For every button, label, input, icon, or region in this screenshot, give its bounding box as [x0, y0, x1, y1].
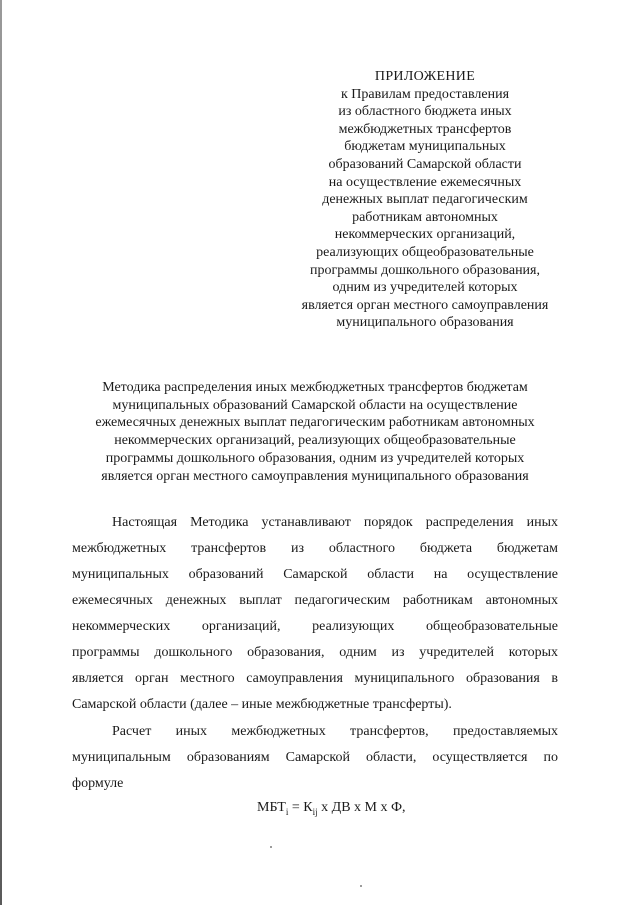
formula-coefficient: К [303, 800, 313, 815]
appendix-line: муниципального образования [336, 315, 514, 331]
appendix-line: бюджетам муниципальных [344, 139, 506, 155]
methodology-title-line: муниципальных образований Самарской области на осуществление [112, 397, 518, 413]
methodology-title-line: программы дошкольного образования, одним из учредителей которых [105, 450, 525, 466]
paragraph-line: программы дошкольного образования, одним из учредителей которых [72, 645, 558, 660]
formula [257, 800, 406, 817]
appendix-block [290, 68, 560, 332]
methodology-title-line: является орган местного самоуправления муниципального образования [101, 468, 529, 484]
appendix-line: одним из учредителей которых [332, 280, 518, 296]
paragraph-line: муниципальных образований Самарской области на осуществление [72, 567, 558, 582]
appendix-line: межбюджетных трансфертов [338, 121, 512, 137]
appendix-heading: ПРИЛОЖЕНИЕ [374, 69, 476, 84]
appendix-line: является орган местного самоуправления [301, 297, 549, 313]
paragraph-line: Самарской области (далее – иные межбюджетные трансферты). [72, 697, 452, 712]
paragraph-line: ежемесячных денежных выплат педагогическим работникам автономных [72, 593, 558, 608]
paragraph-scope [72, 510, 558, 718]
methodology-title-line: Методика распределения иных межбюджетных трансфертов бюджетам [102, 380, 528, 395]
formula-lhs-subscript: i [285, 806, 289, 817]
methodology-title-line: ежемесячных денежных выплат педагогическим работникам автономных [95, 415, 535, 431]
appendix-line: на осуществление ежемесячных [328, 174, 522, 190]
formula-rhs: х ДВ х М х Ф, [317, 800, 406, 815]
formula-coefficient-subscript: ij [312, 806, 318, 817]
appendix-line: из областного бюджета иных [338, 104, 512, 120]
scan-speck [360, 885, 362, 887]
paragraph-line: является орган местного самоуправления муниципального образования в [72, 671, 558, 686]
scan-speck [270, 846, 272, 848]
appendix-line: к Правилам предоставления [340, 86, 510, 102]
appendix-line: образований Самарской области [328, 156, 522, 172]
methodology-title-line: некоммерческих организаций, реализующих общеобразовательные [114, 433, 516, 449]
paragraph-line: Расчет иных межбюджетных трансфертов, предоставляемых [112, 724, 558, 739]
scan-left-edge [0, 0, 2, 905]
formula-lhs: МБТ [257, 800, 286, 815]
formula-equals: = [288, 800, 304, 815]
appendix-line: программы дошкольного образования, [310, 262, 540, 278]
paragraph-line: некоммерческих организаций, реализующих общеобразовательные [72, 619, 558, 634]
appendix-line: денежных выплат педагогическим [322, 192, 528, 208]
paragraph-line: межбюджетных трансфертов из областного бюджета бюджетам [72, 541, 558, 556]
appendix-line: некоммерческих организаций, [334, 227, 516, 243]
paragraph-line: муниципальным образованиям Самарской области, осуществляется по [72, 750, 558, 765]
methodology-title [70, 379, 560, 485]
paragraph-line: Настоящая Методика устанавливают порядок распределения иных [112, 515, 558, 530]
paragraph-line: формуле [72, 776, 124, 791]
paragraph-calculation [72, 719, 558, 797]
appendix-line: реализующих общеобразовательные [316, 244, 534, 260]
appendix-line: работникам автономных [352, 209, 498, 225]
